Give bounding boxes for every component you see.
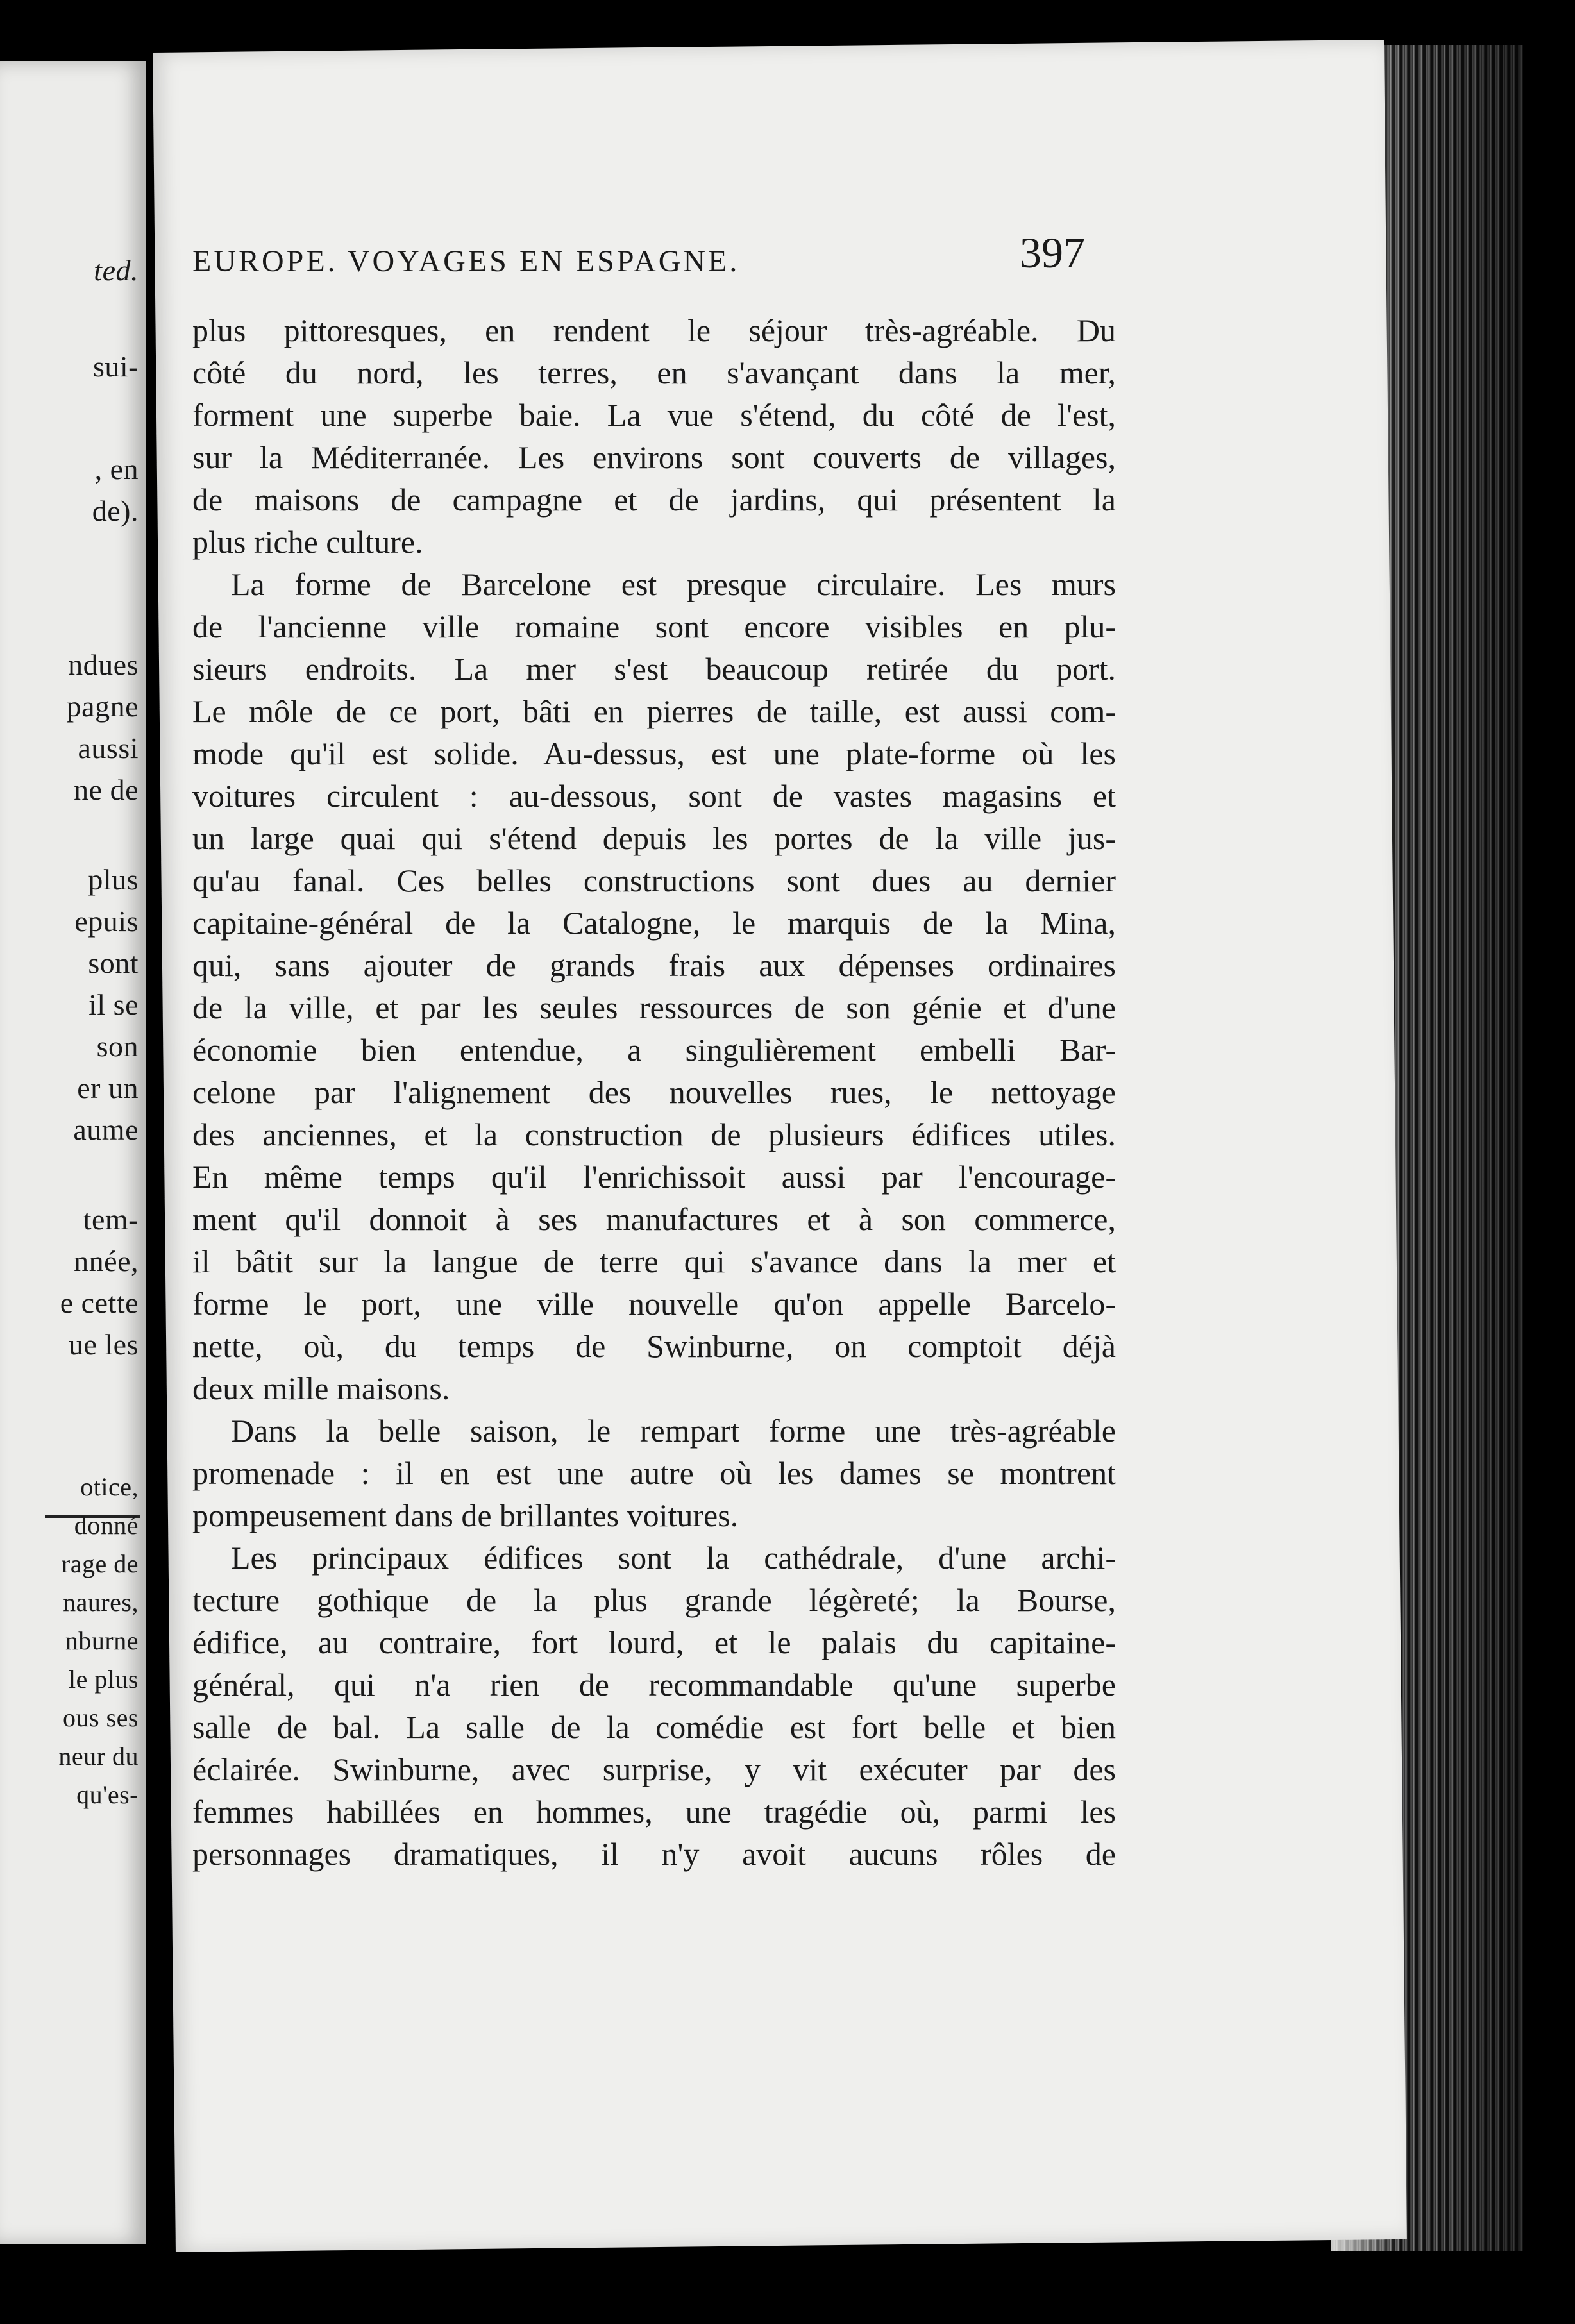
text-line: Le môle de ce port, bâti en pierres de taille, est aussi com- bbox=[192, 693, 1116, 729]
text-line: de la ville, et par les seules ressources de son génie et d'une bbox=[192, 989, 1116, 1025]
text-line: de l'ancienne ville romaine sont encore visibles en plu- bbox=[192, 609, 1116, 644]
left-page-fragment: tem- bbox=[83, 1203, 139, 1236]
left-page-fragment: nnée, bbox=[74, 1245, 139, 1277]
text-line: un large quai qui s'étend depuis les portes de la ville jus- bbox=[192, 820, 1116, 856]
left-page-fragment: ndues bbox=[68, 648, 139, 681]
text-line: côté du nord, les terres, en s'avançant dans la mer, bbox=[192, 355, 1116, 391]
text-line: personnages dramatiques, il n'y avoit aucuns rôles de bbox=[192, 1836, 1116, 1872]
left-page-fragment: ted. bbox=[94, 254, 139, 287]
left-facing-page bbox=[0, 61, 146, 2244]
left-page-fragment: er un bbox=[77, 1072, 139, 1104]
left-page-fragment: sont bbox=[88, 947, 139, 979]
left-page-fragment: pagne bbox=[66, 690, 139, 723]
text-line: sur la Méditerranée. Les environs sont couverts de villages, bbox=[192, 439, 1116, 475]
left-page-footnote-fragment: ous ses bbox=[63, 1703, 139, 1732]
text-line: qui, sans ajouter de grands frais aux dépenses ordinaires bbox=[192, 947, 1116, 983]
text-line: femmes habillées en hommes, une tragédie où, parmi les bbox=[192, 1794, 1116, 1830]
running-title: EUROPE. VOYAGES EN ESPAGNE. bbox=[192, 244, 740, 278]
body-text bbox=[192, 309, 1116, 1875]
page-header bbox=[192, 218, 1085, 278]
text-line: La forme de Barcelone est presque circulaire. Les murs bbox=[231, 566, 1116, 602]
left-page-fragment: il se bbox=[88, 988, 139, 1021]
text-line: il bâtit sur la langue de terre qui s'avance dans la mer et bbox=[192, 1243, 1116, 1279]
left-page-footnote-fragment: le plus bbox=[68, 1665, 139, 1694]
text-line: promenade : il en est une autre où les dames se montrent bbox=[192, 1455, 1116, 1491]
text-line: édifice, au contraire, fort lourd, et le palais du capitaine- bbox=[192, 1624, 1116, 1660]
left-page-footnote-fragment: qu'es- bbox=[76, 1780, 139, 1809]
text-line: capitaine-général de la Catalogne, le marquis de la Mina, bbox=[192, 905, 1116, 941]
text-line: Les principaux édifices sont la cathédrale, d'une archi- bbox=[231, 1540, 1116, 1576]
text-line: qu'au fanal. Ces belles constructions sont dues au dernier bbox=[192, 863, 1116, 898]
text-line: En même temps qu'il l'enrichissoit aussi par l'encourage- bbox=[192, 1159, 1116, 1195]
text-line: pompeusement dans de brillantes voitures. bbox=[192, 1497, 739, 1533]
text-line: voitures circulent : au-dessous, sont de vastes magasins et bbox=[192, 778, 1116, 814]
left-page-fragment: epuis bbox=[74, 905, 139, 938]
text-line: nette, où, du temps de Swinburne, on comptoit déjà bbox=[192, 1328, 1116, 1364]
text-line: forme le port, une ville nouvelle qu'on appelle Barcelo- bbox=[192, 1286, 1116, 1322]
left-page-fragment: ne de bbox=[74, 773, 139, 806]
left-page-footnote-fragment: neur du bbox=[58, 1742, 139, 1771]
left-page-footnote-fragment: rage de bbox=[61, 1549, 139, 1578]
left-page-footnote-fragment: donné bbox=[74, 1511, 139, 1540]
text-line: mode qu'il est solide. Au-dessus, est une plate-forme où les bbox=[192, 736, 1116, 771]
text-line: forment une superbe baie. La vue s'étend, du côté de l'est, bbox=[192, 397, 1116, 433]
text-line: plus pittoresques, en rendent le séjour très-agréable. Du bbox=[192, 312, 1116, 348]
text-line: plus riche culture. bbox=[192, 524, 423, 560]
text-line: tecture gothique de la plus grande légèreté; la Bourse, bbox=[192, 1582, 1116, 1618]
text-line: celone par l'alignement des nouvelles rues, le nettoyage bbox=[192, 1074, 1116, 1110]
left-page-footnote-fragment: naures, bbox=[63, 1588, 139, 1617]
page-number: 397 bbox=[1020, 228, 1085, 277]
left-page-fragment: plus bbox=[88, 863, 139, 896]
text-line: économie bien entendue, a singulièrement embelli Bar- bbox=[192, 1032, 1116, 1068]
left-page-fragment: aussi bbox=[78, 732, 139, 764]
text-line: deux mille maisons. bbox=[192, 1370, 450, 1406]
left-page-fragment: , en bbox=[94, 453, 139, 485]
text-line: de maisons de campagne et de jardins, qui présentent la bbox=[192, 482, 1116, 518]
left-page-fragment: son bbox=[96, 1030, 139, 1063]
text-line: des anciennes, et la construction de plusieurs édifices utiles. bbox=[192, 1116, 1116, 1152]
left-page-fragment: de). bbox=[92, 494, 139, 527]
text-line: ment qu'il donnoit à ses manufactures et à son commerce, bbox=[192, 1201, 1116, 1237]
left-page-footnote-fragment: otice, bbox=[80, 1472, 139, 1501]
text-line: Dans la belle saison, le rempart forme une très-agréable bbox=[231, 1413, 1116, 1449]
text-line: salle de bal. La salle de la comédie est fort belle et bien bbox=[192, 1709, 1116, 1745]
left-page-footnote-fragment: nburne bbox=[65, 1626, 139, 1655]
left-page-fragment: sui- bbox=[93, 350, 139, 383]
left-page-fragment: aume bbox=[73, 1113, 139, 1146]
text-line: sieurs endroits. La mer s'est beaucoup retirée du port. bbox=[192, 651, 1116, 687]
text-line: général, qui n'a rien de recommandable qu'une superbe bbox=[192, 1667, 1116, 1703]
left-page-fragment: ue les bbox=[68, 1328, 139, 1361]
text-line: éclairée. Swinburne, avec surprise, y vit exécuter par des bbox=[192, 1751, 1116, 1787]
left-page-fragment: e cette bbox=[60, 1286, 139, 1319]
